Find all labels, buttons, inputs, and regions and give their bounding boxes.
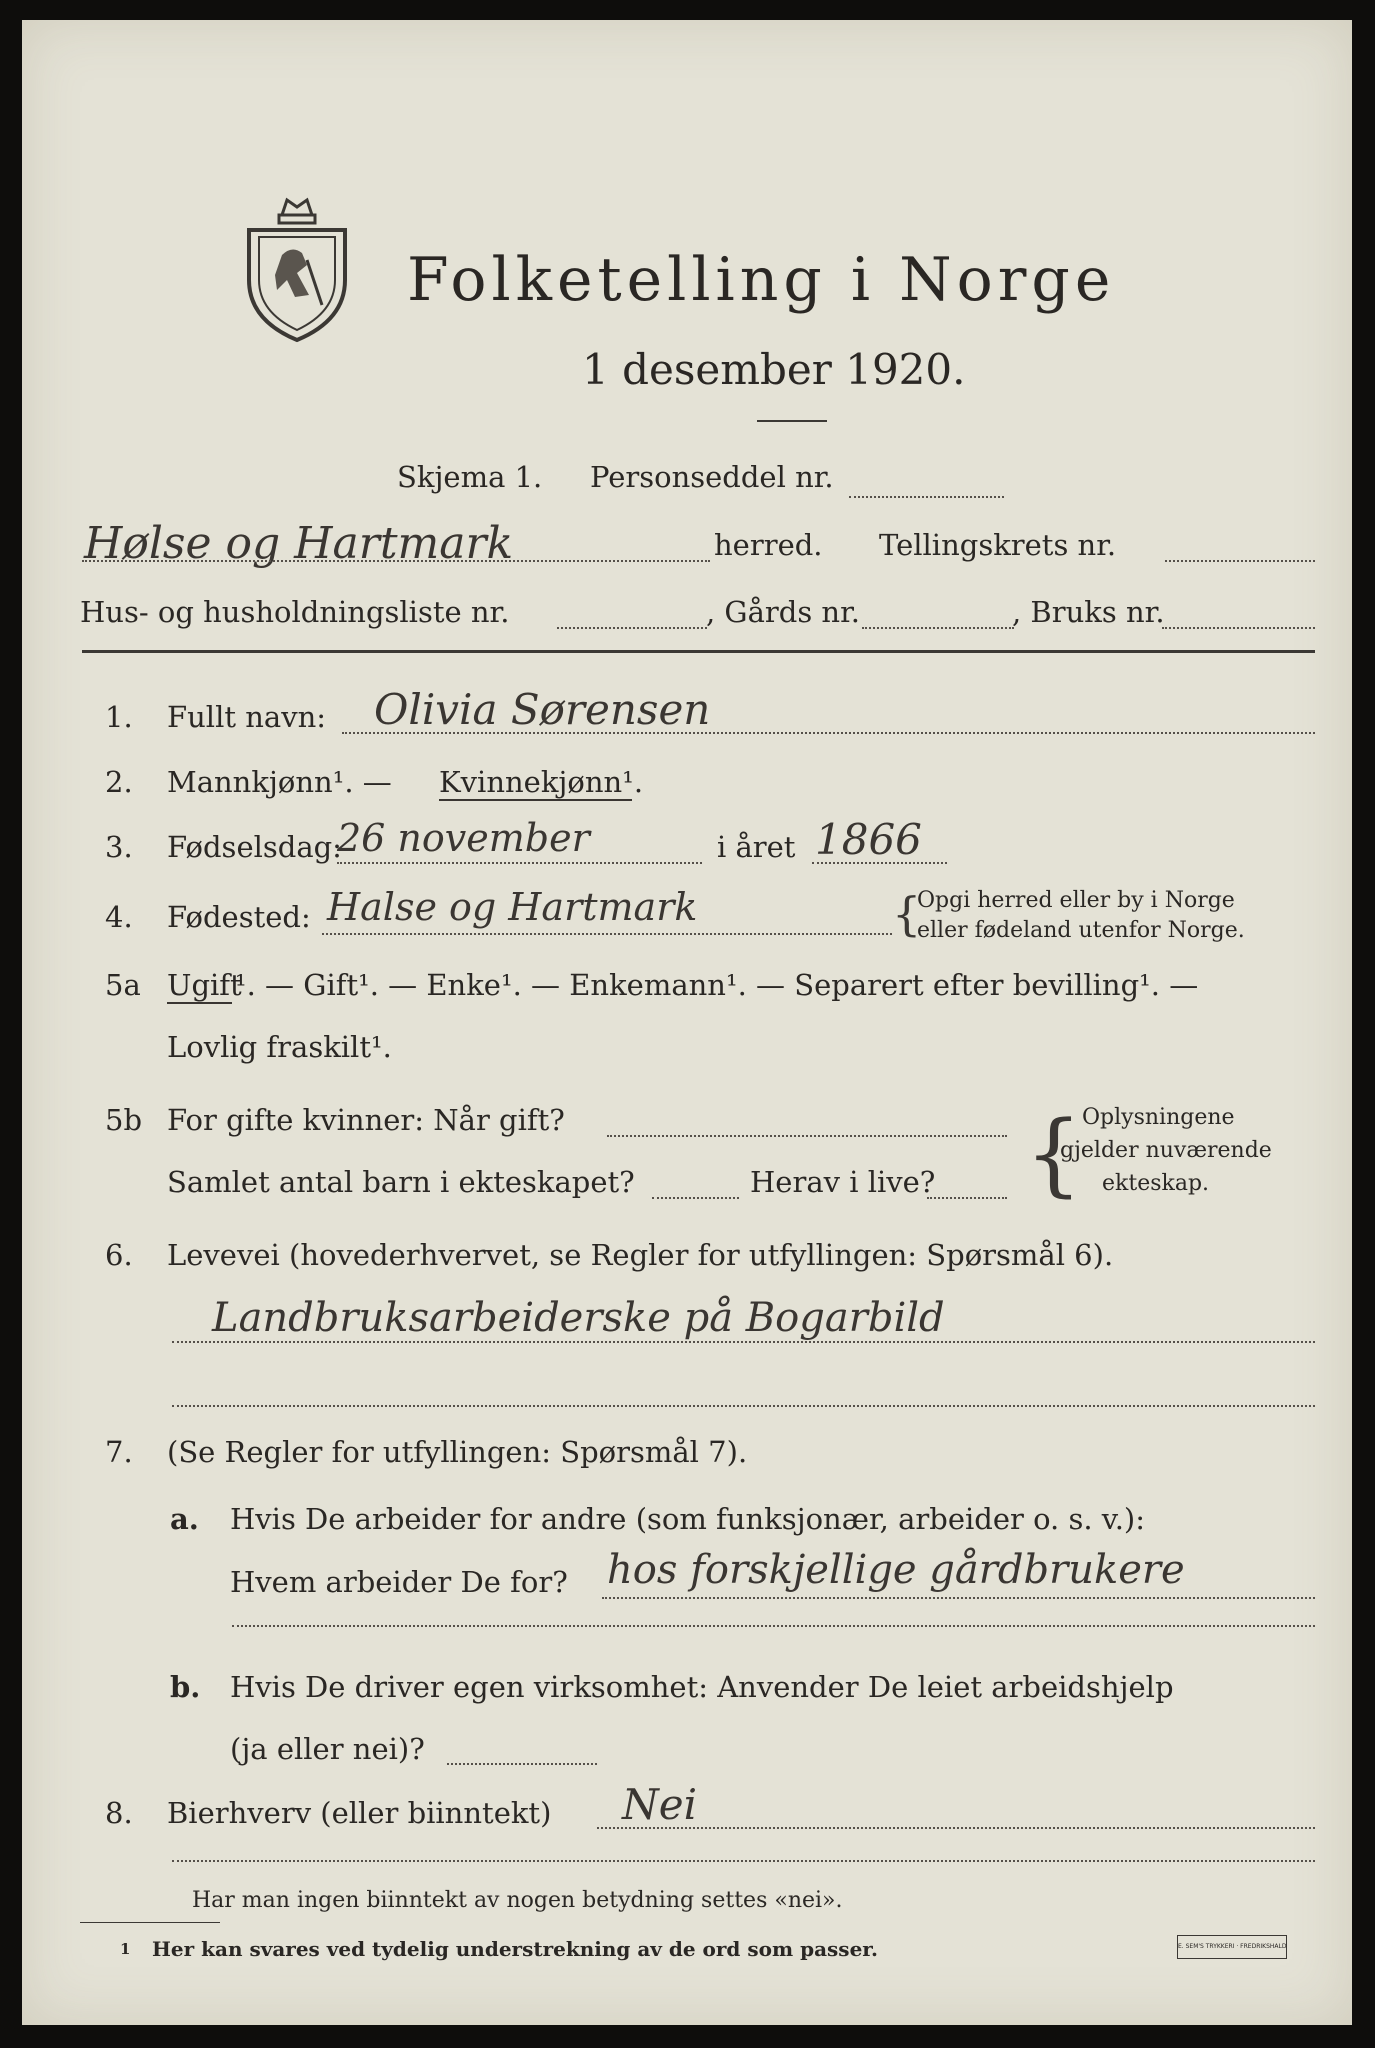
herred-handwriting: Hølse og Hartmark [84,518,514,569]
herred-field[interactable] [82,560,710,562]
q7-label: (Se Regler for utfyllingen: Spørsmål 7). [167,1435,748,1469]
title-divider [757,420,827,422]
q5a-options: ¹. — Gift¹. — Enke¹. — Enkemann¹. — Separert efter bevilling¹. — [235,968,1199,1002]
birthyear-field[interactable] [812,862,947,864]
q5b-note-line1: Oplysningene [1082,1105,1235,1130]
q4-note-line2: eller fødeland utenfor Norge. [917,918,1245,943]
q5b-note-line2: gjelder nuværende [1060,1138,1272,1163]
gards-label: , Gårds nr. [706,595,860,629]
q5b-number: 5b [105,1103,143,1137]
q7a-line2: Hvem arbeider De for? [230,1565,568,1599]
q5b-brace: { [1025,1102,1083,1207]
footnote-divider [80,1922,220,1923]
name-field[interactable] [342,732,1315,734]
female-underline [439,799,632,801]
printer-stamp: E. SEM'S TRYKKERI · FREDRIKSHALD [1177,1935,1287,1959]
personseddel-field[interactable] [849,496,1004,498]
employer-field[interactable] [602,1597,1315,1599]
q3-number: 3. [105,830,133,864]
q5a-number: 5a [105,968,141,1002]
q1-label: Fullt navn: [167,700,327,734]
birthplace-field[interactable] [322,933,892,935]
coat-of-arms-icon [237,185,357,345]
employer-field-2[interactable] [232,1625,1315,1627]
q5b-alive-label: Herav i live? [750,1165,936,1199]
q7a-line1: Hvis De arbeider for andre (som funksjonær, arbeider o. s. v.): [230,1502,1146,1536]
q7b-line2: (ja eller nei)? [230,1732,425,1766]
bruks-label: , Bruks nr. [1012,595,1165,629]
q1-number: 1. [105,700,133,734]
q6-number: 6. [105,1238,133,1272]
q6-label: Levevei (hovederhvervet, se Regler for utfyllingen: Spørsmål 6). [167,1238,1114,1272]
side-income-field-2[interactable] [172,1860,1315,1862]
birthday-handwriting: 26 november [337,816,590,860]
q7b-line1: Hvis De driver egen virksomhet: Anvender De leiet arbeidshjelp [230,1670,1174,1704]
census-form [22,20,1352,2025]
q4-brace: { [892,887,922,941]
q4-note-line1: Opgi herred eller by i Norge [917,888,1235,913]
q2-female: Kvinnekjønn¹. [439,765,644,799]
footnote-text: Her kan svares ved tydelig understrekning av de ord som passer. [152,1937,878,1961]
nei-instruction: Har man ingen biinntekt av nogen betydning settes «nei». [192,1888,843,1913]
q7-number: 7. [105,1435,133,1469]
q8-number: 8. [105,1796,133,1830]
q3-label: Fødselsdag: [167,830,342,864]
q7a-letter: a. [170,1502,199,1536]
tellingskrets-field[interactable] [1165,560,1315,562]
herred-label: herred. [714,528,823,562]
personseddel-label: Personseddel nr. [590,460,834,494]
tellingskrets-label: Tellingskrets nr. [879,528,1117,562]
q4-label: Fødested: [167,900,311,934]
form-title: Folketelling i Norge [407,245,1116,315]
husliste-label: Hus- og husholdningsliste nr. [80,595,510,629]
q4-number: 4. [105,900,133,934]
birthyear-handwriting: 1866 [815,815,922,864]
birthplace-handwriting: Halse og Hartmark [327,885,698,929]
q5b-note-line3: ekteskap. [1102,1171,1210,1196]
q5b-children-label: Samlet antal barn i ekteskapet? [167,1165,635,1199]
occupation-field-2[interactable] [172,1405,1315,1407]
gards-field[interactable] [862,627,1014,629]
name-handwriting: Olivia Sørensen [374,685,711,734]
q2-number: 2. [105,765,133,799]
occupation-field[interactable] [172,1341,1315,1343]
employer-handwriting: hos forskjellige gårdbrukere [607,1547,1185,1593]
married-date-field[interactable] [607,1135,1007,1137]
q5a-ugift: Ugift [167,968,242,1002]
alive-field[interactable] [927,1197,1007,1199]
q5a-line2: Lovlig fraskilt¹. [167,1030,392,1064]
occupation-handwriting: Landbruksarbeiderske på Bogarbild [212,1295,945,1341]
q2-male: Mannkjønn¹. — [167,765,392,799]
header-divider [82,650,1315,653]
hired-help-field[interactable] [447,1763,597,1765]
q5b-married-label: For gifte kvinner: Når gift? [167,1103,565,1137]
q3-year-label: i året [717,830,796,864]
bruks-field[interactable] [1162,627,1315,629]
birthday-field[interactable] [337,862,702,864]
q8-label: Bierhverv (eller biinntekt) [167,1796,552,1830]
children-field[interactable] [652,1197,739,1199]
census-date: 1 desember 1920. [582,345,966,394]
side-income-field[interactable] [597,1827,1315,1829]
side-income-handwriting: Nei [622,1780,698,1829]
q7b-letter: b. [170,1670,201,1704]
husliste-field[interactable] [557,627,707,629]
ugift-underline [167,1002,232,1004]
footnote-mark: 1 [120,1940,131,1958]
skjema-label: Skjema 1. [397,460,543,494]
